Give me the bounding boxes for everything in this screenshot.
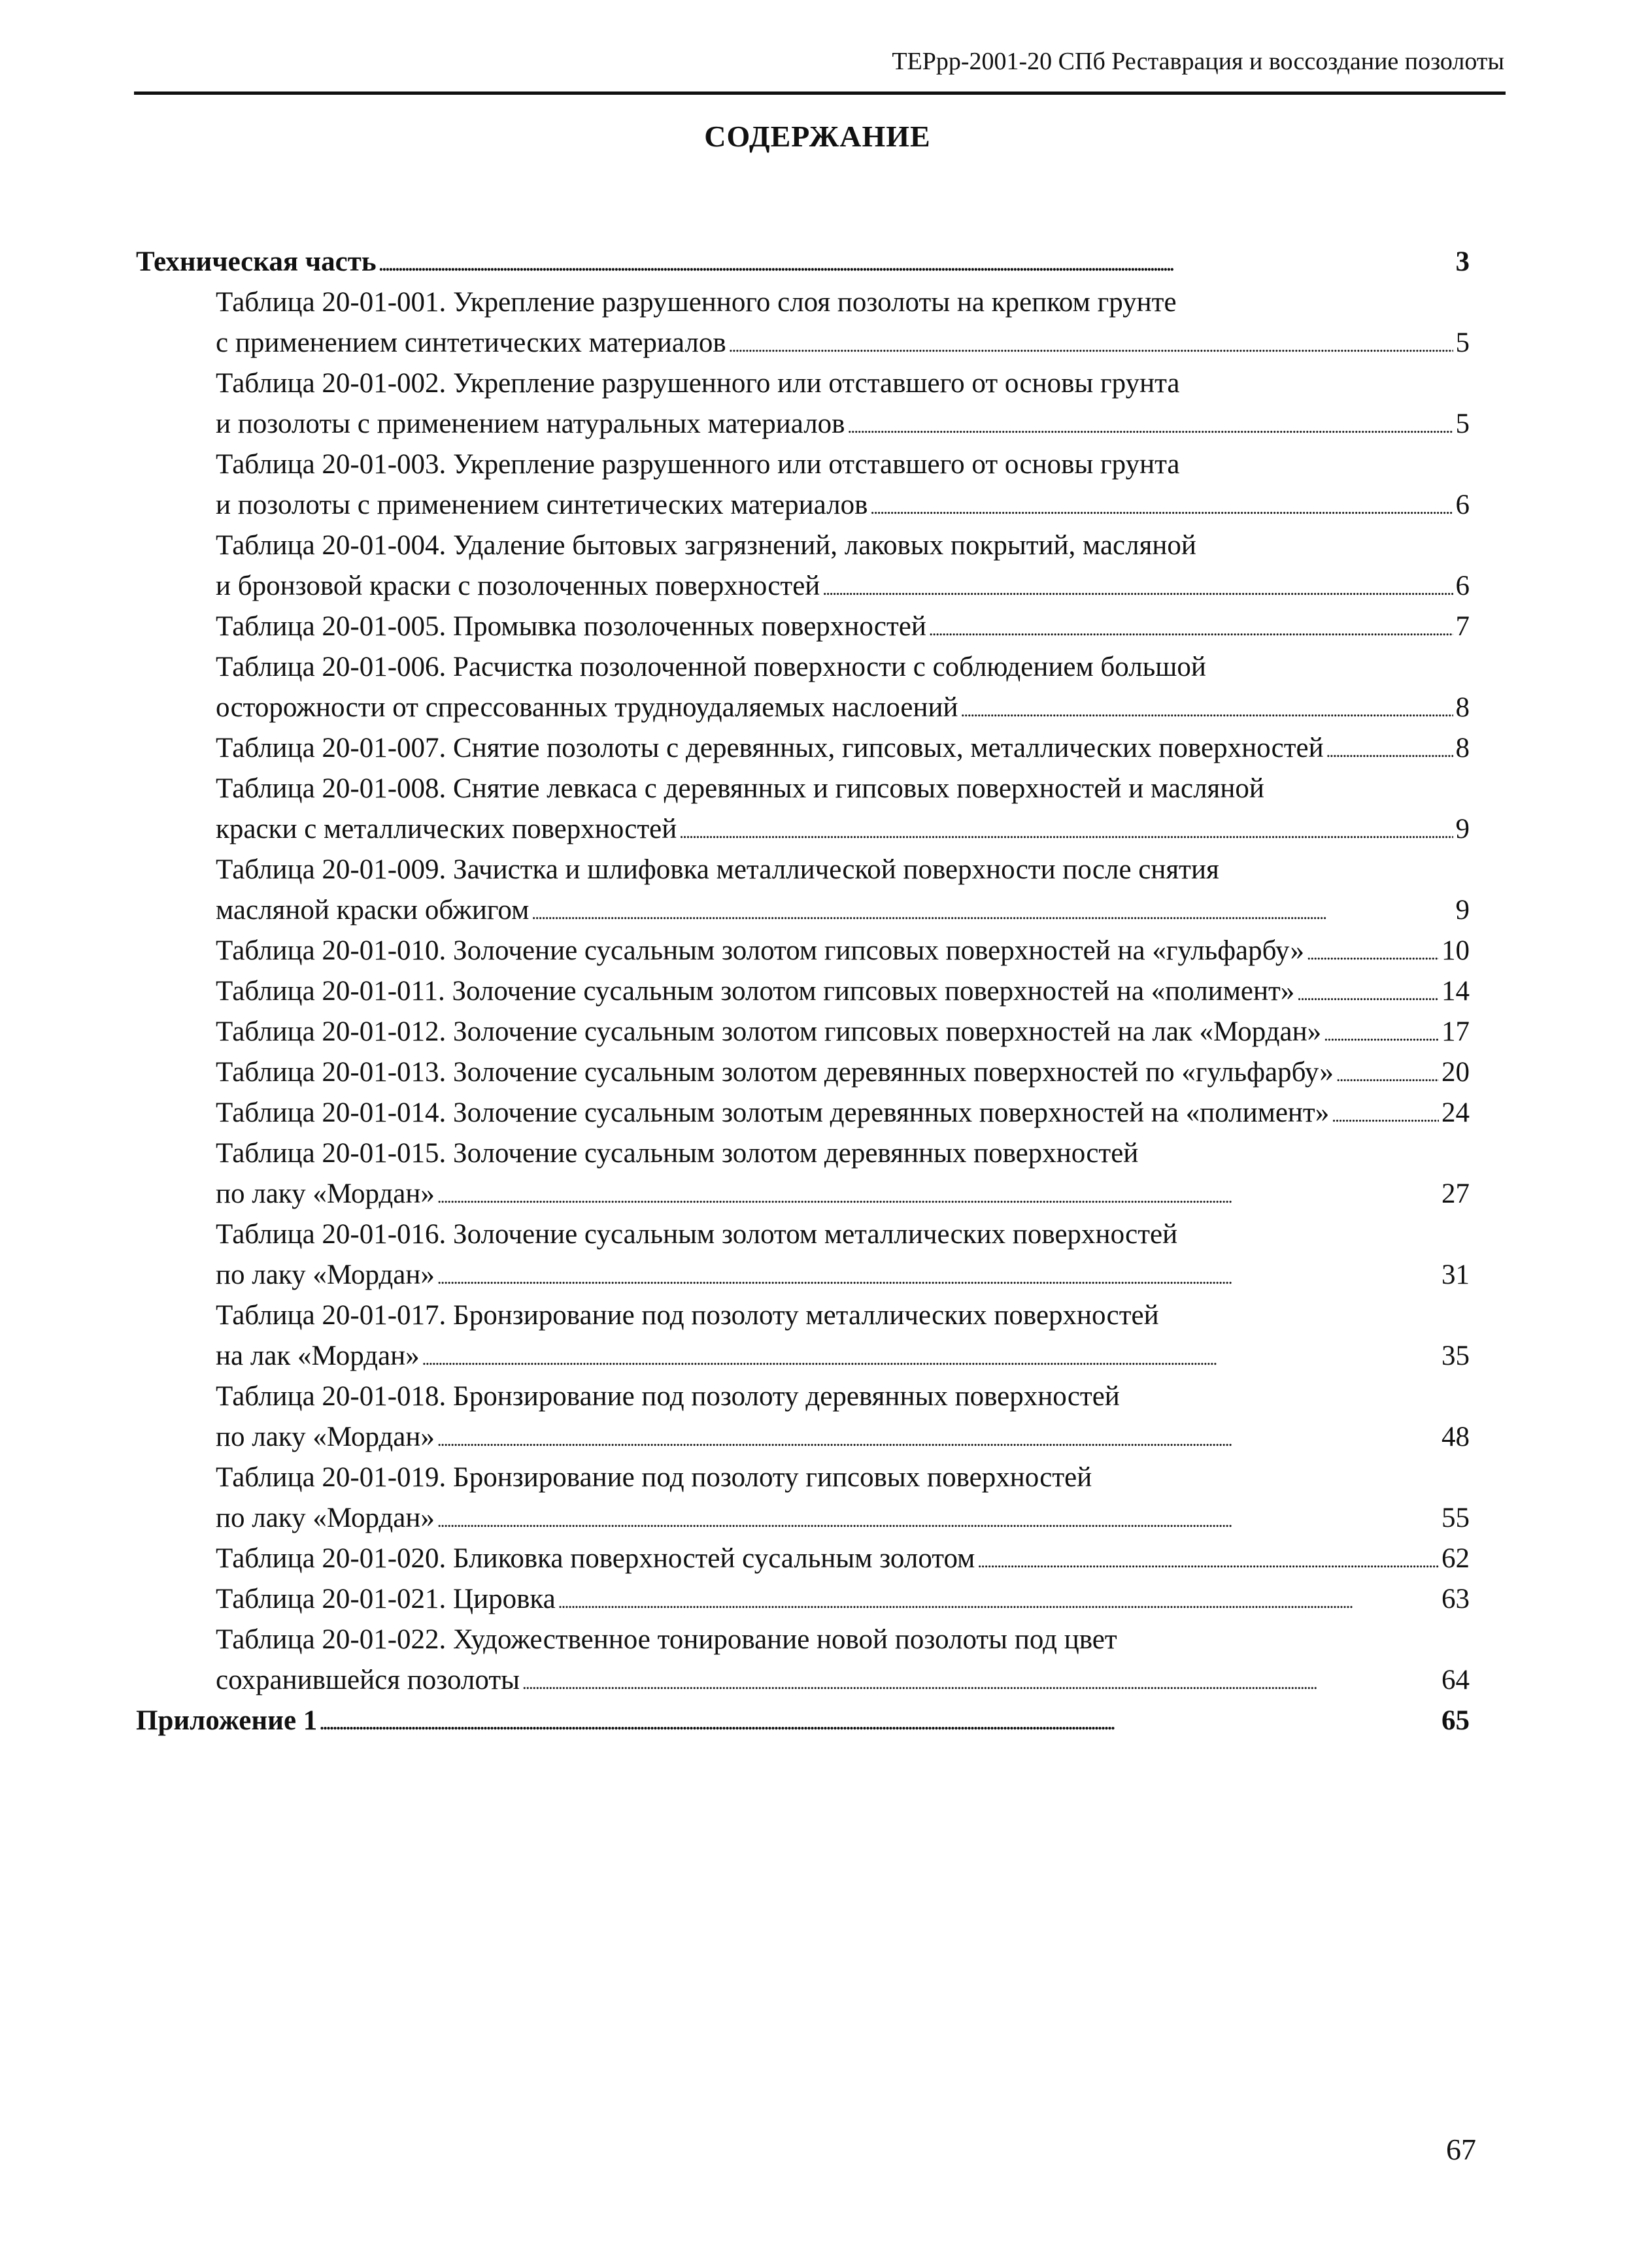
dot-leader	[1326, 731, 1453, 772]
toc-entry-line[interactable]	[136, 1093, 1470, 1133]
toc-entry-line[interactable]	[136, 1012, 1470, 1052]
toc-entry-title-continuation: осторожности от спрессованных трудноудаляемых наслоений	[216, 692, 958, 723]
toc-entry-line[interactable]	[136, 404, 1470, 444]
page-title: СОДЕРЖАНИЕ	[704, 120, 931, 153]
toc-entry-line	[136, 1295, 1470, 1336]
toc-page-number: 63	[1441, 1584, 1470, 1614]
toc-entry-line[interactable]	[136, 607, 1470, 647]
toc-entry-line[interactable]	[136, 485, 1470, 525]
toc-page-number: 7	[1455, 611, 1470, 642]
toc-entry-line	[136, 363, 1470, 404]
toc-entry-line[interactable]	[136, 1579, 1470, 1620]
toc-entry-title-continuation: краски с металлических поверхностей	[216, 814, 677, 844]
toc-entry-title: Таблица 20-01-016. Золочение сусальным золотом металлических поверхностей	[216, 1219, 1178, 1250]
dot-leader	[422, 1339, 1439, 1380]
toc-entry-title-continuation: и позолоты с применением натуральных материалов	[216, 409, 845, 439]
toc-entry-line[interactable]	[136, 809, 1470, 850]
toc-entry-title-continuation: сохранившейся позолоты	[216, 1665, 520, 1695]
toc-page-number: 27	[1441, 1178, 1470, 1209]
toc-entry-line	[136, 647, 1470, 688]
toc-page-number: 35	[1441, 1341, 1470, 1371]
toc-entry-title: Таблица 20-01-015. Золочение сусальным золотом деревянных поверхностей	[216, 1138, 1139, 1169]
dot-leader	[977, 1542, 1439, 1582]
toc-entry-line	[136, 769, 1470, 809]
toc-entry-title: Таблица 20-01-011. Золочение сусальным золотом гипсовых поверхностей на «полимент»	[216, 976, 1295, 1007]
toc-entry-title-continuation: и бронзовой краски с позолоченных поверхностей	[216, 571, 820, 601]
dot-leader	[437, 1501, 1439, 1542]
toc-page-number: 6	[1455, 571, 1470, 601]
dot-leader	[929, 610, 1453, 650]
toc-page-number: 10	[1441, 935, 1470, 966]
toc-entry-title: Таблица 20-01-002. Укрепление разрушенного или отставшего от основы грунта	[216, 368, 1180, 399]
toc-entry-line[interactable]	[136, 1417, 1470, 1458]
toc-page-number: 8	[1455, 733, 1470, 763]
dot-leader	[437, 1258, 1439, 1299]
toc-entry-title: Таблица 20-01-005. Промывка позолоченных поверхностей	[216, 611, 926, 642]
toc-entry-line[interactable]	[136, 1539, 1470, 1579]
toc-entry-line	[136, 1214, 1470, 1255]
toc-entry-line	[136, 1458, 1470, 1498]
toc-entry-title-continuation: на лак «Мордан»	[216, 1341, 420, 1371]
toc-entry-title: Таблица 20-01-001. Укрепление разрушенного слоя позолоты на крепком грунте	[216, 287, 1177, 318]
toc-entry-title: Таблица 20-01-013. Золочение сусальным золотом деревянных поверхностей по «гульфарбу»	[216, 1057, 1334, 1088]
toc-entry-title-continuation: по лаку «Мордан»	[216, 1178, 435, 1209]
toc-entry-line	[136, 1376, 1470, 1417]
toc-page-number: 5	[1455, 327, 1470, 358]
toc-entry-line[interactable]	[136, 566, 1470, 607]
toc-page-number: 9	[1455, 814, 1470, 844]
toc-entry-title: Таблица 20-01-007. Снятие позолоты с деревянных, гипсовых, металлических поверхностей	[216, 733, 1324, 763]
toc-page-number: 20	[1441, 1057, 1470, 1088]
dot-leader	[1332, 1096, 1439, 1137]
toc-entry-title: Приложение 1	[136, 1705, 318, 1736]
dot-leader	[379, 245, 1453, 286]
dot-leader	[679, 812, 1453, 853]
toc-entry-title-continuation: и позолоты с применением синтетических материалов	[216, 490, 868, 520]
toc-page-number: 9	[1455, 895, 1470, 926]
toc-section[interactable]	[136, 242, 1470, 282]
dot-leader	[522, 1663, 1439, 1704]
toc-entry-title: Таблица 20-01-014. Золочение сусальным золотым деревянных поверхностей на «полимент»	[216, 1097, 1330, 1128]
dot-leader	[437, 1420, 1439, 1461]
dot-leader	[1297, 975, 1439, 1015]
toc-page-number: 3	[1455, 246, 1470, 277]
toc-page-number: 55	[1441, 1503, 1470, 1533]
toc-entry-line[interactable]	[136, 890, 1470, 931]
toc-entry-title: Таблица 20-01-006. Расчистка позолоченной поверхности с соблюдением большой	[216, 652, 1206, 682]
dot-leader	[961, 691, 1453, 731]
toc-entry-title: Таблица 20-01-003. Укрепление разрушенного или отставшего от основы грунта	[216, 449, 1180, 480]
table-of-contents	[136, 242, 1470, 1741]
toc-page-number: 31	[1441, 1259, 1470, 1290]
toc-page-number: 8	[1455, 692, 1470, 723]
running-header: ТЕРрр-2001-20 СПб Реставрация и воссоздание позолоты	[892, 48, 1504, 75]
toc-entry-title: Таблица 20-01-017. Бронзирование под позолоту металлических поверхностей	[216, 1300, 1159, 1331]
dot-leader	[1336, 1056, 1439, 1096]
toc-entry-title: Таблица 20-01-009. Зачистка и шлифовка металлической поверхности после снятия	[216, 854, 1219, 885]
toc-page-number: 65	[1441, 1705, 1470, 1736]
toc-entry-title-continuation: по лаку «Мордан»	[216, 1259, 435, 1290]
toc-entry-line	[136, 525, 1470, 566]
toc-entry-line[interactable]	[136, 1336, 1470, 1376]
toc-entry-line[interactable]	[136, 1174, 1470, 1214]
toc-page-number: 17	[1441, 1016, 1470, 1047]
toc-entry-line[interactable]	[136, 1660, 1470, 1701]
toc-page-number: 48	[1441, 1422, 1470, 1452]
toc-entry-line[interactable]	[136, 1255, 1470, 1295]
dot-leader	[870, 488, 1453, 529]
toc-entry-title-continuation: с применением синтетических материалов	[216, 327, 726, 358]
toc-entry-line[interactable]	[136, 931, 1470, 971]
toc-page-number: 62	[1441, 1543, 1470, 1574]
page-number: 67	[1446, 2133, 1476, 2166]
toc-page-number: 24	[1441, 1097, 1470, 1128]
dot-leader	[531, 893, 1453, 934]
dot-leader	[1307, 934, 1439, 975]
toc-entry-title: Таблица 20-01-008. Снятие левкаса с деревянных и гипсовых поверхностей и масляной	[216, 773, 1264, 804]
toc-entry-title: Таблица 20-01-020. Бликовка поверхностей сусальным золотом	[216, 1543, 975, 1574]
toc-page-number: 5	[1455, 409, 1470, 439]
toc-entry-line[interactable]	[136, 1052, 1470, 1093]
dot-leader	[1324, 1015, 1439, 1056]
toc-page-number: 6	[1455, 490, 1470, 520]
toc-section[interactable]	[136, 1701, 1470, 1741]
toc-entry-title: Таблица 20-01-022. Художественное тонирование новой позолоты под цвет	[216, 1624, 1117, 1655]
toc-page-number: 64	[1441, 1665, 1470, 1695]
toc-entry-line	[136, 444, 1470, 485]
toc-entry-title: Таблица 20-01-019. Бронзирование под позолоту гипсовых поверхностей	[216, 1462, 1092, 1493]
toc-entry-line	[136, 1133, 1470, 1174]
dot-leader	[437, 1177, 1439, 1218]
header-divider	[134, 92, 1506, 95]
toc-entry-title: Таблица 20-01-021. Цировка	[216, 1584, 556, 1614]
toc-entry-title: Таблица 20-01-010. Золочение сусальным золотом гипсовых поверхностей на «гульфарбу»	[216, 935, 1304, 966]
toc-entry-line	[136, 850, 1470, 890]
toc-entry-line[interactable]	[136, 1498, 1470, 1539]
toc-entry-line[interactable]	[136, 323, 1470, 363]
dot-leader	[847, 407, 1453, 448]
dot-leader	[320, 1704, 1439, 1744]
toc-entry-title-continuation: масляной краски обжигом	[216, 895, 530, 926]
dot-leader	[822, 569, 1453, 610]
toc-entry-line	[136, 282, 1470, 323]
toc-page-number: 14	[1441, 976, 1470, 1007]
toc-entry-title: Техническая часть	[136, 246, 377, 277]
toc-entry-title: Таблица 20-01-004. Удаление бытовых загрязнений, лаковых покрытий, масляной	[216, 530, 1196, 561]
toc-entry-line[interactable]	[136, 971, 1470, 1012]
toc-entry-line	[136, 1620, 1470, 1660]
toc-entry-line[interactable]	[136, 728, 1470, 769]
dot-leader	[729, 326, 1453, 367]
toc-entry-line[interactable]	[136, 688, 1470, 728]
toc-entry-title-continuation: по лаку «Мордан»	[216, 1422, 435, 1452]
toc-entry-title: Таблица 20-01-012. Золочение сусальным золотом гипсовых поверхностей на лак «Мордан»	[216, 1016, 1322, 1047]
toc-entry-title: Таблица 20-01-018. Бронзирование под позолоту деревянных поверхностей	[216, 1381, 1120, 1412]
dot-leader	[558, 1582, 1439, 1623]
toc-entry-title-continuation: по лаку «Мордан»	[216, 1503, 435, 1533]
